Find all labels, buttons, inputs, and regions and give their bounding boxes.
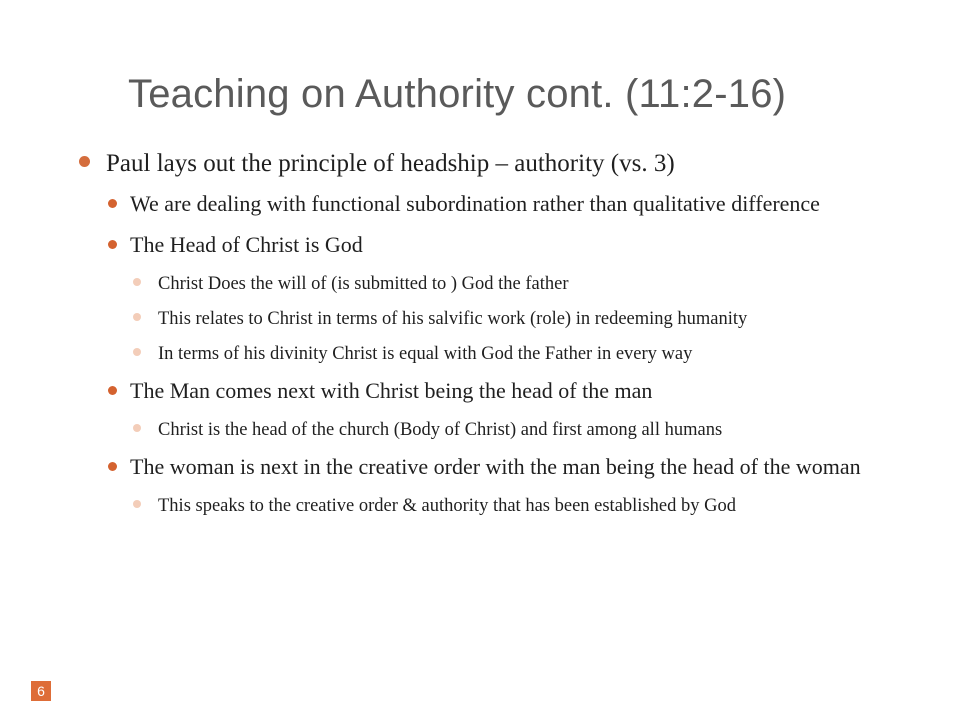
bullet-text: In terms of his divinity Christ is equal with God the Father in every way [158,344,693,364]
bullet-list [78,148,918,527]
bullet-dot-icon [108,462,117,471]
page-number-badge: 6 [31,681,51,701]
bullet-text: We are dealing with functional subordination rather than qualitative difference [130,191,820,216]
slide-title: Teaching on Authority cont. (11:2-16) [128,72,787,116]
bullet-item-level1 [78,148,918,180]
bullet-item-level3 [133,305,918,333]
bullet-item-level2 [108,451,918,483]
bullet-dot-icon [133,424,141,432]
bullet-dot-icon [133,348,141,356]
bullet-dot-icon [108,199,117,208]
bullet-text: This relates to Christ in terms of his salvific work (role) in redeeming humanity [158,309,748,329]
bullet-item-level2 [108,188,918,220]
bullet-dot-icon [108,240,117,249]
bullet-text: Paul lays out the principle of headship – authority (vs. 3) [106,150,675,177]
bullet-text: Christ is the head of the church (Body of Christ) and first among all humans [158,420,723,440]
bullet-item-level2 [108,375,918,407]
bullet-item-level3 [133,270,918,298]
bullet-item-level2 [108,229,918,261]
bullet-dot-icon [133,500,141,508]
bullet-text: Christ Does the will of (is submitted to ) God the father [158,274,569,294]
bullet-dot-icon [108,386,117,395]
bullet-item-level3 [133,416,918,444]
bullet-item-level3 [133,340,918,368]
bullet-dot-icon [133,313,141,321]
bullet-text: This speaks to the creative order & authority that has been established by God [158,496,736,516]
bullet-item-level3 [133,492,918,520]
bullet-dot-icon [133,278,141,286]
bullet-dot-icon [79,156,90,167]
bullet-text: The woman is next in the creative order with the man being the head of the woman [130,454,861,479]
bullet-text: The Man comes next with Christ being the head of the man [130,378,653,403]
bullet-text: The Head of Christ is God [130,232,363,257]
